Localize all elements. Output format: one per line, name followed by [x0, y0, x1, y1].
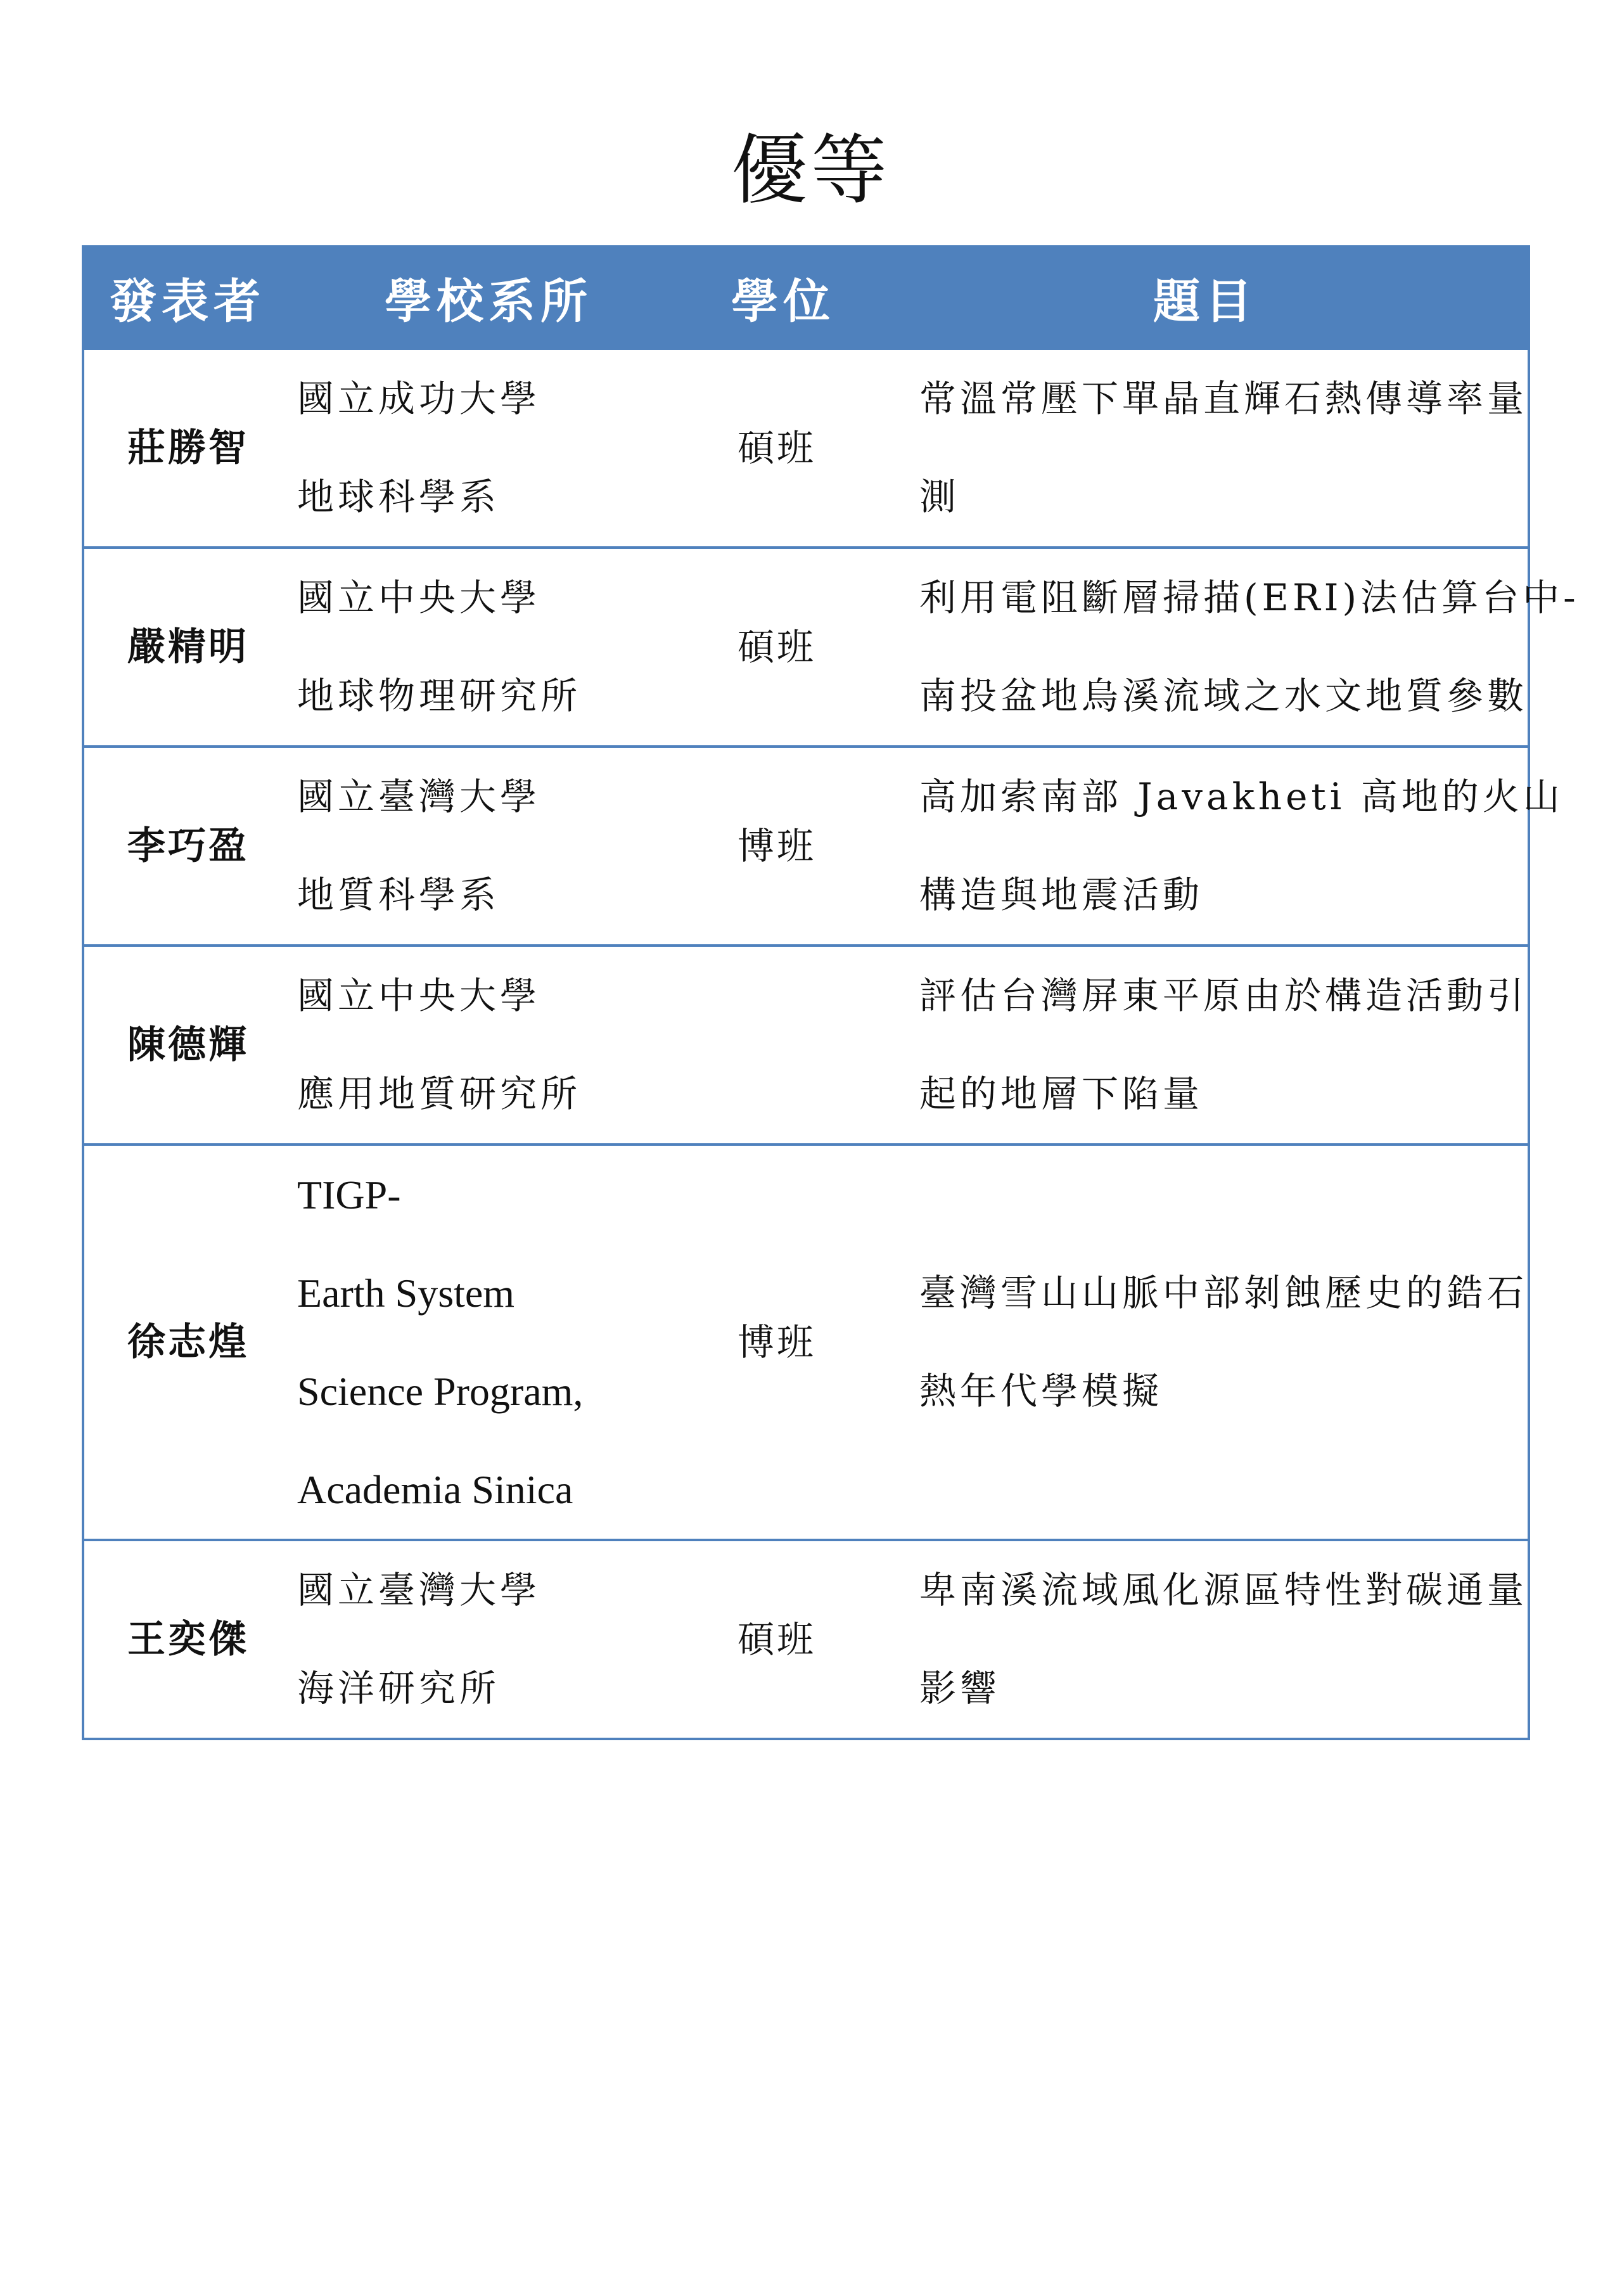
presenter-name: 陳德輝: [83, 946, 292, 1145]
topic-cell: [881, 1540, 1529, 1739]
degree-cell: 碩班: [685, 548, 881, 747]
topic-cell: [881, 349, 1529, 548]
topic-line: 起的地層下陷量: [919, 1072, 1204, 1115]
topic-line: 利用電阻斷層掃描(ERI)法估算台中-: [919, 576, 1580, 619]
topic-line: 熱年代學模擬: [919, 1369, 1163, 1413]
header-degree: 學位: [685, 247, 881, 349]
topic-line: 高加索南部 Javakheti 高地的火山: [919, 775, 1564, 818]
school-line: 海洋研究所: [297, 1667, 501, 1710]
degree-cell: 博班: [685, 1145, 881, 1540]
school-line: 地球科學系: [297, 475, 501, 518]
topic-cell: [881, 946, 1529, 1145]
school-cell: [292, 349, 685, 548]
header-presenter: 發表者: [83, 247, 292, 349]
topic-line: 臺灣雪山山脈中部剝蝕歷史的鋯石: [919, 1271, 1528, 1314]
degree-cell: [685, 946, 881, 1145]
topic-cell: [881, 548, 1580, 747]
school-cell: [292, 946, 685, 1145]
degree-cell: 博班: [685, 747, 881, 946]
degree-cell: 碩班: [685, 349, 881, 548]
topic-line: 構造與地震活動: [919, 873, 1204, 916]
school-line: Academia Sinica: [297, 1467, 573, 1512]
table-row: [83, 548, 1529, 747]
school-line: 國立臺灣大學: [297, 775, 541, 818]
school-line: 國立臺灣大學: [297, 1568, 541, 1612]
school-line: TIGP-: [297, 1172, 401, 1217]
table-row: [83, 946, 1529, 1145]
school-line: 應用地質研究所: [297, 1072, 582, 1115]
table-row: [83, 747, 1529, 946]
header-topic: 題目: [881, 247, 1529, 349]
degree-cell: 碩班: [685, 1540, 881, 1739]
presenter-name: 李巧盈: [83, 747, 292, 946]
topic-line: 南投盆地烏溪流域之水文地質參數: [919, 674, 1528, 717]
presenter-name: 嚴精明: [83, 548, 292, 747]
presenter-name: 王奕傑: [83, 1540, 292, 1739]
presenter-name: 徐志煌: [83, 1145, 292, 1540]
table-row: [83, 1145, 1529, 1540]
topic-line: 測: [919, 475, 961, 518]
school-cell: [292, 1145, 685, 1540]
page-title: 優等: [731, 127, 891, 215]
school-line: Earth System: [297, 1271, 515, 1316]
topic-cell: [881, 747, 1564, 946]
awards-table: [82, 245, 1580, 1740]
school-line: 地質科學系: [297, 873, 501, 916]
school-line: 地球物理研究所: [297, 674, 582, 717]
school-line: Science Program,: [297, 1369, 584, 1414]
topic-line: 卑南溪流域風化源區特性對碳通量: [919, 1568, 1528, 1612]
school-line: 國立中央大學: [297, 974, 541, 1017]
presenter-name: 莊勝智: [83, 349, 292, 548]
topic-line: 常溫常壓下單晶直輝石熱傳導率量: [919, 377, 1528, 420]
header-school: 學校系所: [292, 247, 685, 349]
school-cell: [292, 747, 685, 946]
topic-line: 評估台灣屏東平原由於構造活動引: [919, 974, 1528, 1017]
topic-line: 影響: [919, 1667, 1001, 1710]
table-row: [83, 1540, 1529, 1739]
school-cell: [292, 1540, 685, 1739]
school-cell: [292, 548, 685, 747]
topic-cell: [881, 1145, 1529, 1540]
school-line: 國立成功大學: [297, 377, 541, 420]
table-row: [83, 349, 1529, 548]
table-header-row: [83, 247, 1529, 349]
school-line: 國立中央大學: [297, 576, 541, 619]
